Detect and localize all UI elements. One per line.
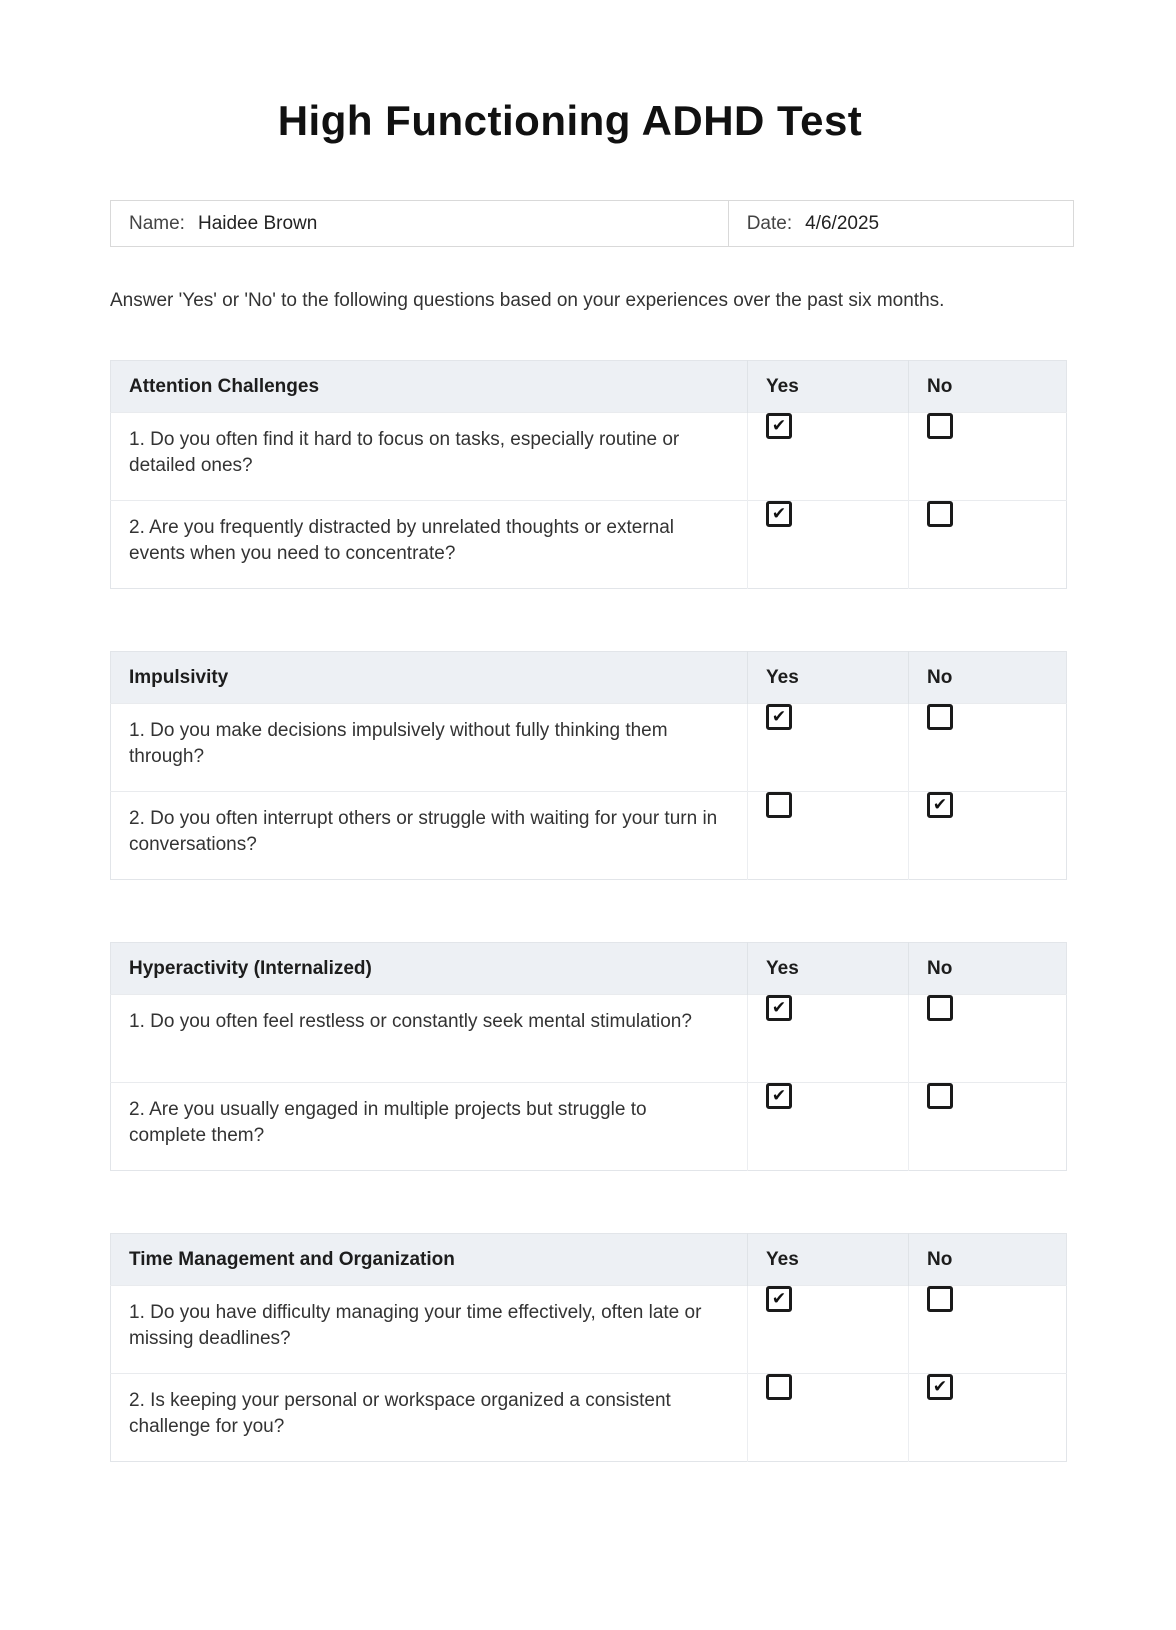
no-checkbox[interactable] (927, 792, 953, 818)
question-text: 2. Are you usually engaged in multiple projects but struggle to complete them? (111, 1083, 748, 1171)
yes-answer-cell (748, 704, 909, 792)
no-checkbox[interactable] (927, 501, 953, 527)
no-answer-cell (909, 995, 1067, 1083)
no-checkbox[interactable] (927, 413, 953, 439)
date-label: Date: (746, 212, 793, 234)
yes-answer-cell (748, 792, 909, 880)
no-column-header: No (909, 361, 1067, 413)
check-mark-icon: ✔ (771, 997, 787, 1017)
yes-column-header: Yes (748, 361, 909, 413)
question-text: 2. Are you frequently distracted by unrelated thoughts or external events when you need to concentrate? (111, 501, 748, 589)
page-title: High Functioning ADHD Test (277, 97, 863, 144)
question-sections (110, 360, 1176, 1462)
yes-checkbox[interactable] (766, 413, 792, 439)
instructions-text: Answer 'Yes' or 'No' to the following questions based on your experiences over the past six months. (110, 290, 945, 312)
question-text: 1. Do you often find it hard to focus on tasks, especially routine or detailed ones? (111, 413, 748, 501)
no-answer-cell (909, 1374, 1067, 1462)
question-row (111, 704, 1067, 792)
section-header-row (111, 361, 1067, 413)
name-value[interactable]: Haidee Brown (197, 212, 318, 234)
check-mark-icon: ✔ (771, 415, 787, 435)
no-column-header: No (909, 1234, 1067, 1286)
yes-column-header: Yes (748, 652, 909, 704)
question-row (111, 1286, 1067, 1374)
section-header-row (111, 652, 1067, 704)
question-row (111, 1374, 1067, 1462)
date-field (728, 201, 1073, 246)
question-row (111, 501, 1067, 589)
yes-checkbox[interactable] (766, 704, 792, 730)
question-row (111, 792, 1067, 880)
question-text: 2. Do you often interrupt others or struggle with waiting for your turn in conversations? (111, 792, 748, 880)
question-text: 1. Do you make decisions impulsively without fully thinking them through? (111, 704, 748, 792)
check-mark-icon: ✔ (932, 1376, 948, 1396)
no-answer-cell (909, 792, 1067, 880)
name-label: Name: (129, 212, 185, 234)
question-row (111, 413, 1067, 501)
name-date-bar (110, 200, 1074, 247)
question-row (111, 995, 1067, 1083)
question-text: 2. Is keeping your personal or workspace organized a consistent challenge for you? (111, 1374, 748, 1462)
check-mark-icon: ✔ (771, 706, 787, 726)
no-checkbox[interactable] (927, 704, 953, 730)
no-answer-cell (909, 1083, 1067, 1171)
yes-answer-cell (748, 995, 909, 1083)
check-mark-icon: ✔ (771, 503, 787, 523)
no-answer-cell (909, 704, 1067, 792)
question-section-table (110, 942, 1067, 1171)
question-text: 1. Do you often feel restless or constantly seek mental stimulation? (111, 995, 748, 1083)
no-answer-cell (909, 1286, 1067, 1374)
yes-checkbox[interactable] (766, 1374, 792, 1400)
no-checkbox[interactable] (927, 1286, 953, 1312)
section-header-row (111, 943, 1067, 995)
section-title: Impulsivity (111, 652, 748, 704)
section-title: Hyperactivity (Internalized) (111, 943, 748, 995)
section-header-row (111, 1234, 1067, 1286)
no-column-header: No (909, 652, 1067, 704)
question-text: 1. Do you have difficulty managing your time effectively, often late or missing deadlines? (111, 1286, 748, 1374)
question-row (111, 1083, 1067, 1171)
section-title: Time Management and Organization (111, 1234, 748, 1286)
yes-answer-cell (748, 1083, 909, 1171)
yes-column-header: Yes (748, 1234, 909, 1286)
yes-answer-cell (748, 1374, 909, 1462)
no-checkbox[interactable] (927, 1083, 953, 1109)
check-mark-icon: ✔ (771, 1085, 787, 1105)
no-column-header: No (909, 943, 1067, 995)
name-field (111, 201, 728, 246)
yes-checkbox[interactable] (766, 1286, 792, 1312)
no-checkbox[interactable] (927, 995, 953, 1021)
yes-checkbox[interactable] (766, 792, 792, 818)
yes-answer-cell (748, 413, 909, 501)
question-section-table (110, 1233, 1067, 1462)
no-answer-cell (909, 501, 1067, 589)
question-section-table (110, 651, 1067, 880)
section-title: Attention Challenges (111, 361, 748, 413)
check-mark-icon: ✔ (771, 1288, 787, 1308)
yes-checkbox[interactable] (766, 995, 792, 1021)
yes-checkbox[interactable] (766, 1083, 792, 1109)
yes-answer-cell (748, 501, 909, 589)
date-value[interactable]: 4/6/2025 (805, 212, 880, 234)
yes-answer-cell (748, 1286, 909, 1374)
yes-checkbox[interactable] (766, 501, 792, 527)
yes-column-header: Yes (748, 943, 909, 995)
no-answer-cell (909, 413, 1067, 501)
check-mark-icon: ✔ (932, 794, 948, 814)
no-checkbox[interactable] (927, 1374, 953, 1400)
question-section-table (110, 360, 1067, 589)
